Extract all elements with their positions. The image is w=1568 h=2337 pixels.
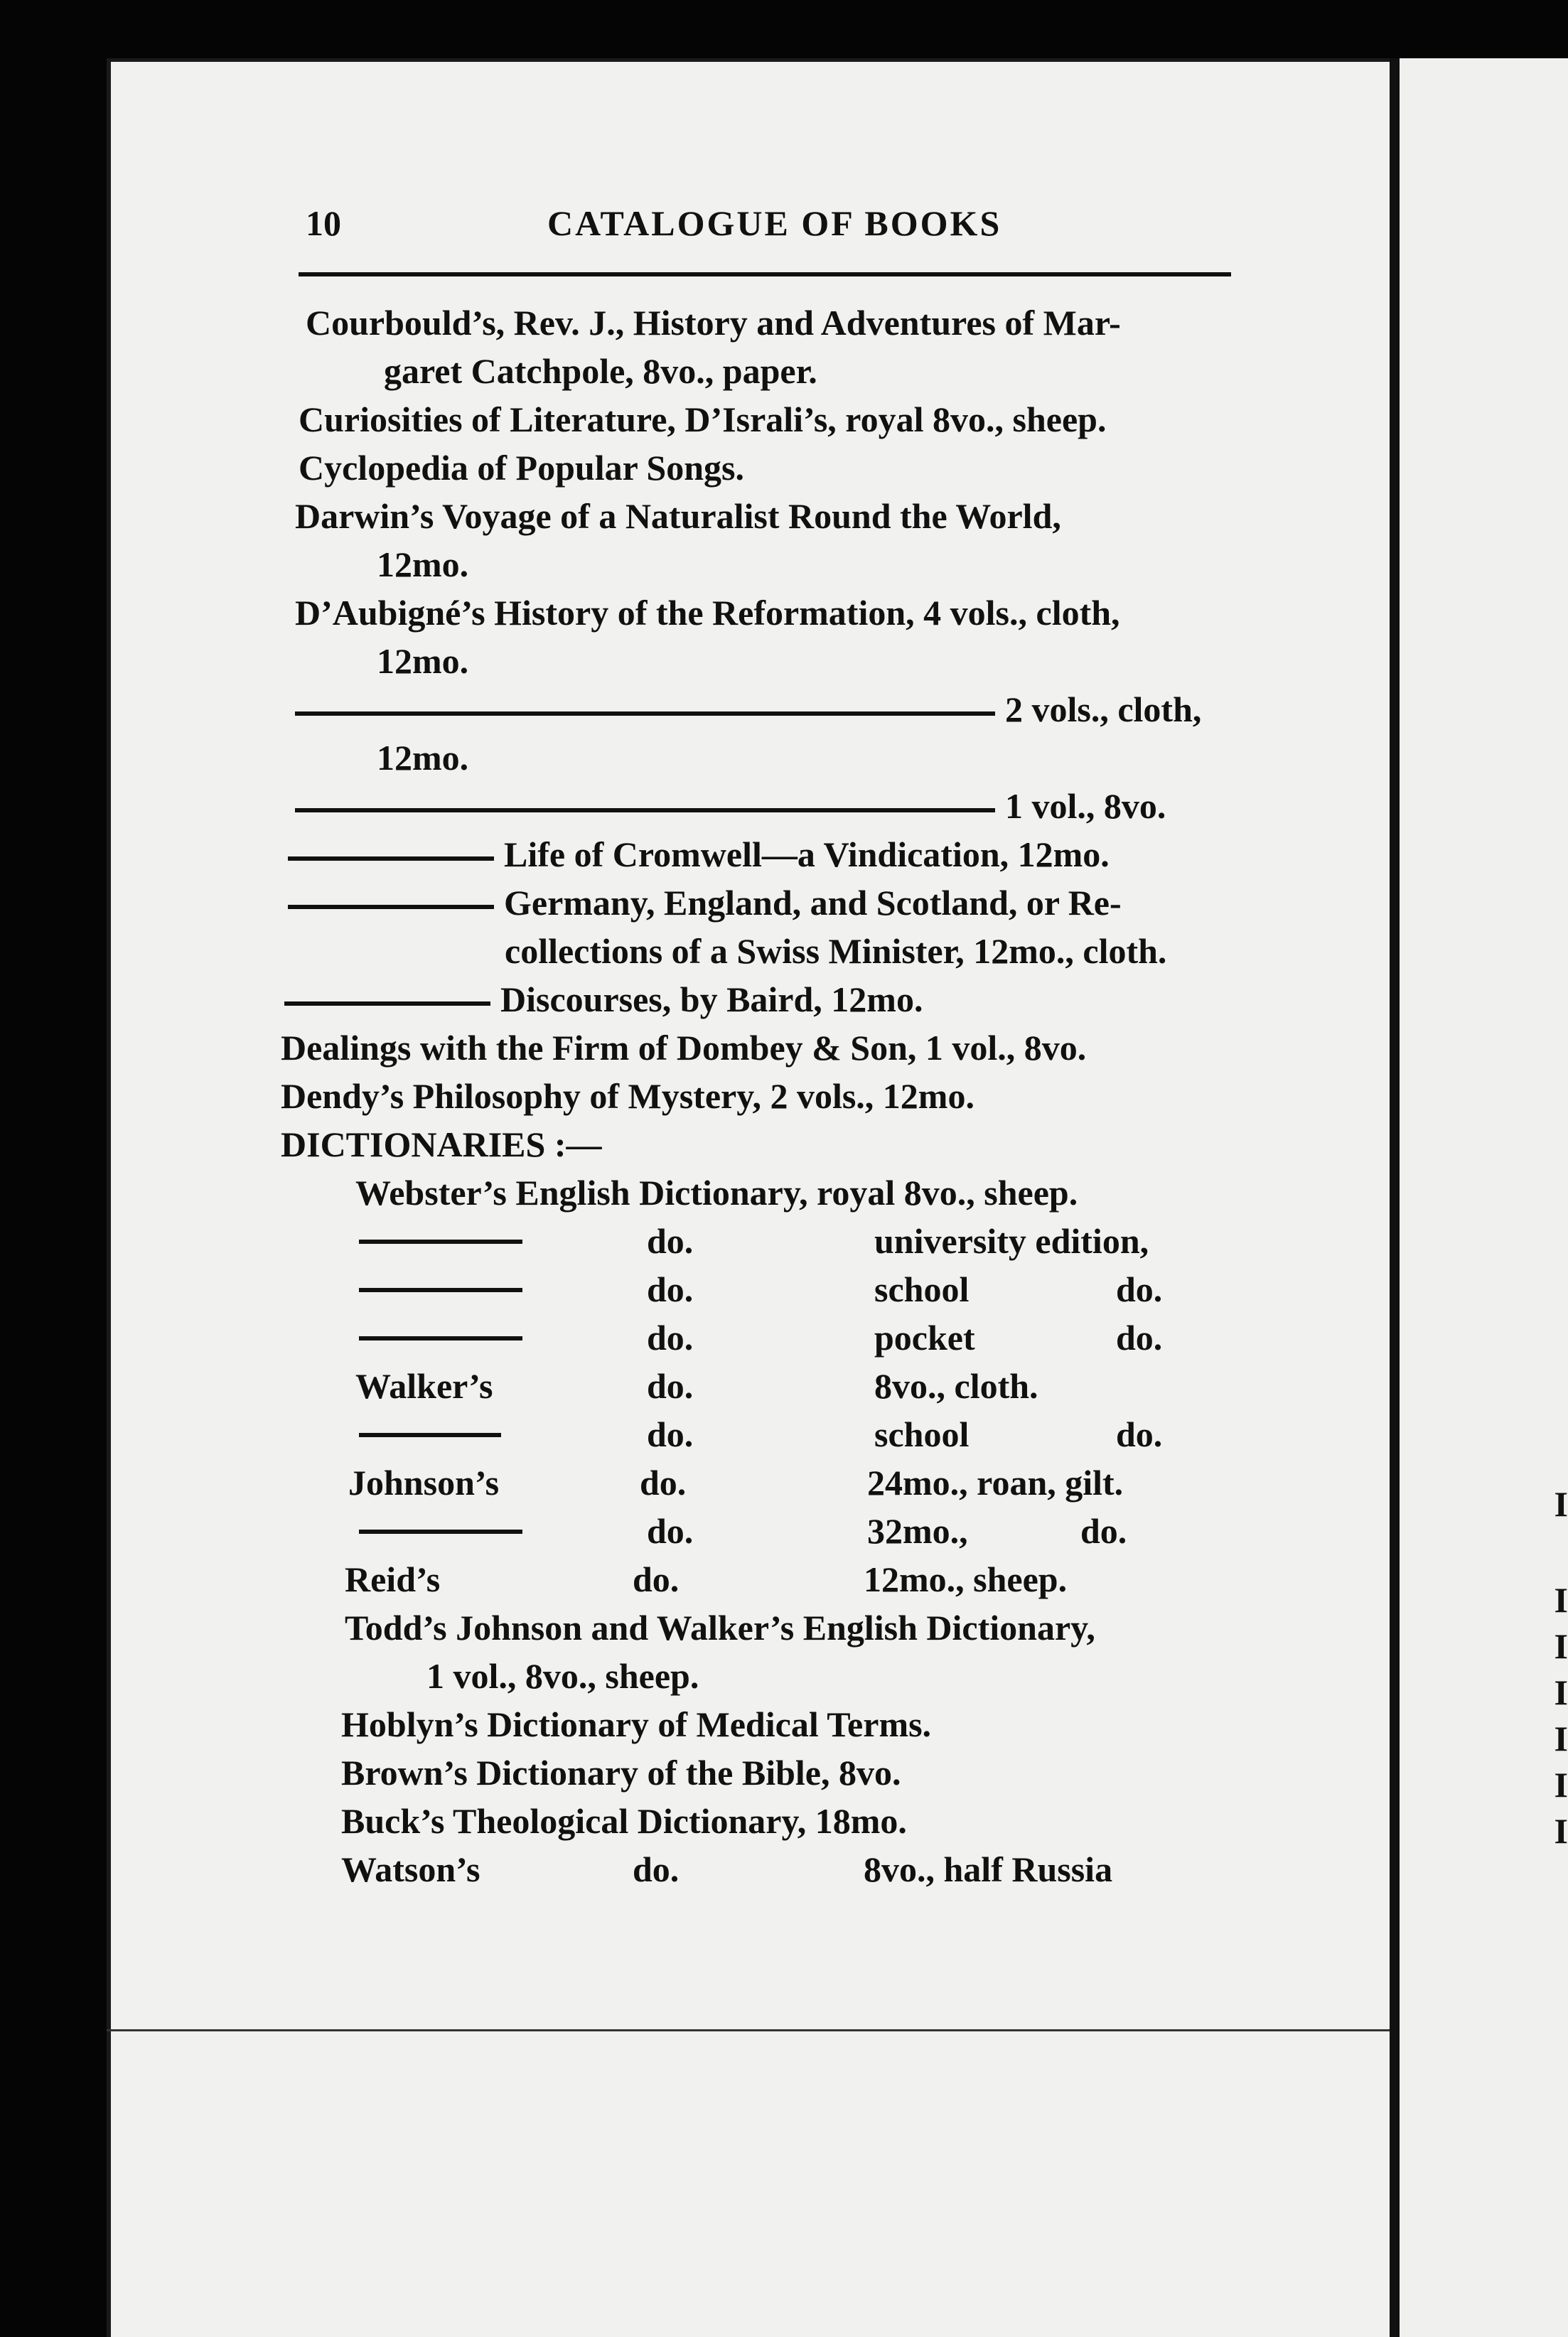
section-heading: DICTIONARIES :—	[281, 1124, 602, 1164]
ditto-rule	[295, 808, 995, 812]
entry-line: garet Catchpole, 8vo., paper.	[384, 351, 817, 391]
entry-line	[284, 975, 1251, 1024]
edge-char: I	[1554, 1672, 1568, 1712]
ditto-mark: do.	[1080, 1511, 1127, 1551]
entry-text: 2 vols., cloth,	[1005, 689, 1202, 729]
dictionary-format: 32mo.,	[867, 1511, 968, 1551]
edge-char: I	[1554, 1484, 1568, 1524]
edge-char: I	[1554, 1811, 1568, 1851]
dictionary-name: Watson’s	[341, 1849, 480, 1889]
dictionary-row	[277, 1313, 1244, 1362]
dictionary-format: 8vo., half Russia	[864, 1849, 1113, 1889]
footer-rule	[107, 2029, 1390, 2031]
entry-text: Germany, England, and Scotland, or Re-	[504, 883, 1122, 923]
entry-line: Brown’s Dictionary of the Bible, 8vo.	[341, 1753, 901, 1793]
dictionary-row	[277, 1168, 1244, 1217]
ditto-mark: do.	[640, 1463, 687, 1503]
entry-line: Todd’s Johnson and Walker’s English Dictionary,	[345, 1608, 1095, 1648]
ditto-mark: do.	[1116, 1414, 1163, 1454]
ditto-mark: do.	[647, 1269, 694, 1309]
entry-line	[288, 830, 1255, 879]
entry-line: 12mo.	[377, 544, 469, 584]
ditto-rule	[288, 905, 494, 909]
catalogue-entries	[277, 299, 1244, 1893]
entry-text: 1 vol., 8vo.	[1005, 786, 1166, 826]
dictionary-row	[277, 1217, 1244, 1265]
ditto-mark: do.	[647, 1318, 694, 1358]
page-header	[306, 203, 1251, 252]
entry-line: 12mo.	[377, 641, 469, 681]
entry-line: Buck’s Theological Dictionary, 18mo.	[341, 1801, 907, 1841]
entry-line	[288, 879, 1255, 927]
dictionary-row	[277, 1845, 1244, 1893]
header-rule	[299, 272, 1231, 276]
entry-line: 1 vol., 8vo., sheep.	[426, 1656, 699, 1696]
dictionary-format: pocket	[874, 1318, 975, 1358]
dictionary-format: 12mo., sheep.	[864, 1559, 1068, 1599]
running-title: CATALOGUE OF BOOKS	[547, 203, 1002, 243]
entry-line: Hoblyn’s Dictionary of Medical Terms.	[341, 1704, 932, 1744]
edge-char: I	[1554, 1719, 1568, 1758]
ditto-mark: do.	[647, 1366, 694, 1406]
dictionary-row	[277, 1362, 1244, 1410]
ditto-mark: do.	[1116, 1269, 1163, 1309]
dictionary-row	[277, 1410, 1244, 1458]
ditto-mark: do.	[1116, 1318, 1163, 1358]
edge-char: I	[1554, 1626, 1568, 1666]
ditto-rule	[288, 856, 494, 861]
dictionary-name: Walker’s	[355, 1366, 493, 1406]
dictionary-format: school	[874, 1414, 970, 1454]
entry-line: Dendy’s Philosophy of Mystery, 2 vols., 12mo.	[281, 1076, 974, 1116]
dictionary-name: Reid’s	[345, 1559, 441, 1599]
entry-line: Cyclopedia of Popular Songs.	[299, 448, 744, 488]
ditto-rule	[295, 711, 995, 716]
ditto-mark: do.	[647, 1511, 694, 1551]
facing-page-edge	[1400, 58, 1568, 2337]
ditto-mark: do.	[633, 1559, 680, 1599]
entry-line: 12mo.	[377, 738, 469, 778]
dictionary-format: 8vo., cloth.	[874, 1366, 1038, 1406]
ditto-rule	[284, 1001, 490, 1006]
dictionary-row	[277, 1555, 1244, 1603]
ditto-rule	[359, 1433, 501, 1437]
page-gutter	[1390, 58, 1400, 2337]
edge-char: I	[1554, 1580, 1568, 1620]
entry-line: Courbould’s, Rev. J., History and Adventures of Mar-	[306, 303, 1121, 343]
entry-line	[295, 685, 1262, 734]
ditto-mark: do.	[647, 1414, 694, 1454]
entry-line: collections of a Swiss Minister, 12mo., cloth.	[505, 931, 1167, 971]
ditto-rule	[359, 1288, 522, 1292]
entry-line: Darwin’s Voyage of a Naturalist Round the World,	[295, 496, 1061, 536]
entry-text: Life of Cromwell—a Vindication, 12mo.	[504, 834, 1110, 874]
dictionary-row	[277, 1458, 1244, 1507]
ditto-mark: do.	[633, 1849, 680, 1889]
dictionary-format: 24mo., roan, gilt.	[867, 1463, 1124, 1503]
ditto-rule	[359, 1336, 522, 1341]
dictionary-format: university edition,	[874, 1221, 1149, 1261]
entry-line: D’Aubigné’s History of the Reformation, 4 vols., cloth,	[295, 593, 1120, 633]
ditto-rule	[359, 1530, 522, 1534]
dictionary-name: Johnson’s	[348, 1463, 500, 1503]
entry-line: Curiosities of Literature, D’Israli’s, royal 8vo., sheep.	[299, 399, 1107, 439]
ditto-mark: do.	[647, 1221, 694, 1261]
entry-line: Dealings with the Firm of Dombey & Son, 1 vol., 8vo.	[281, 1028, 1087, 1068]
dictionary-row	[277, 1507, 1244, 1555]
page-number: 10	[306, 203, 341, 243]
dictionary-row	[277, 1265, 1244, 1313]
entry-line	[295, 782, 1262, 830]
dictionary-format: school	[874, 1269, 970, 1309]
entry-text: Discourses, by Baird, 12mo.	[500, 979, 923, 1019]
ditto-rule	[359, 1240, 522, 1244]
edge-char: I	[1554, 1765, 1568, 1805]
dictionary-name: Webster’s English Dictionary, royal 8vo., sheep.	[355, 1173, 1078, 1213]
